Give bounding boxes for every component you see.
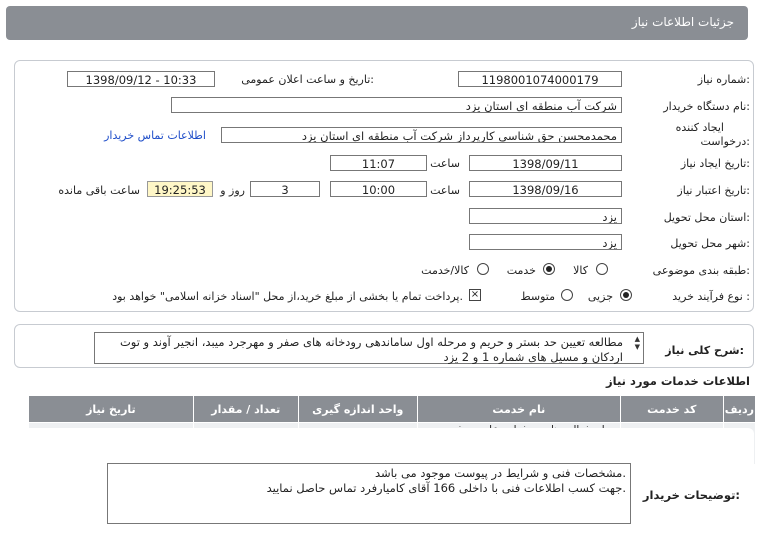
description-textarea[interactable] — [94, 332, 644, 364]
validity-date-label: تاریخ اعتبار نیاز: — [677, 184, 750, 197]
category-goods-service-radio[interactable] — [477, 263, 489, 275]
page-title-bar — [6, 6, 748, 40]
category-goods-label: کالا — [573, 264, 588, 277]
process-type-label: نوع فرآیند خرید : — [672, 290, 750, 303]
requester-label-1: ایجاد کننده — [675, 121, 724, 134]
created-date-field: 1398/09/11 — [469, 155, 622, 171]
remaining-time-field: 19:25:53 — [147, 181, 213, 197]
requester-label-2: درخواست: — [700, 135, 750, 148]
treasury-payment-note: پرداخت تمام یا بخشی از مبلغ خرید،از محل "اسناد خزانه اسلامی" خواهد بود. — [112, 290, 463, 303]
need-number-label: شماره نیاز: — [697, 73, 750, 86]
scroll-arrows-icon[interactable]: ▲ ▼ — [634, 335, 640, 351]
process-medium-radio[interactable] — [561, 289, 573, 301]
process-partial-label: جزیی — [587, 290, 613, 303]
province-label: استان محل تحویل: — [663, 211, 750, 224]
buyer-org-field: شرکت آب منطقه ای استان یزد — [171, 97, 622, 113]
col-code-header: کد خدمت — [620, 396, 723, 423]
validity-time-field: 10:00 — [330, 181, 427, 197]
province-field: یزد — [469, 208, 622, 224]
treasury-payment-checkbox[interactable]: × — [470, 289, 480, 300]
col-qty-header: تعداد / مقدار — [193, 396, 298, 423]
city-label: شهر محل تحویل: — [670, 237, 750, 250]
description-label: شرح کلی نیاز: — [665, 344, 744, 357]
col-date-header: تاریخ نیاز — [29, 396, 194, 423]
buyer-notes-line-1: مشخصات فنی و شرایط در پیوست موجود می باشد. — [374, 466, 626, 480]
buyer-notes-line-2: جهت کسب اطلاعات فنی با داخلی 166 آقای کامیارفرد تماس حاصل نمایید. — [266, 481, 626, 495]
col-unit-header: واحد اندازه گیری — [298, 396, 417, 423]
process-partial-radio[interactable] — [620, 289, 632, 301]
announce-date-label: تاریخ و ساعت اعلان عمومی: — [241, 73, 374, 86]
announce-date-field: 1398/09/12 - 10:33 — [67, 71, 215, 87]
buyer-contact-link[interactable]: اطلاعات تماس خریدار — [104, 129, 206, 142]
city-field: یزد — [469, 234, 622, 250]
process-medium-label: متوسط — [520, 290, 555, 303]
page-title: جزئیات اطلاعات نیاز — [631, 15, 734, 29]
created-date-label: تاریخ ایجاد نیاز: — [680, 157, 750, 170]
buyer-notes-label: توضیحات خریدار: — [642, 488, 740, 502]
services-heading: اطلاعات خدمات مورد نیاز — [606, 374, 750, 388]
validity-date-field: 1398/09/16 — [469, 181, 622, 197]
table-header-row — [29, 396, 756, 423]
remaining-days-label: روز و — [220, 184, 245, 197]
validity-time-label: ساعت — [430, 184, 460, 197]
remaining-time-label: ساعت باقی مانده — [58, 184, 140, 197]
category-service-radio[interactable] — [543, 263, 555, 275]
remaining-days-field: 3 — [250, 181, 320, 197]
need-number-field: 1198001074000179 — [458, 71, 622, 87]
requester-field: محمدمحسن حق شناسی کارپرداز شرکت آب منطقه ای استان یزد — [221, 127, 622, 143]
created-time-field: 11:07 — [330, 155, 427, 171]
category-goods-radio[interactable] — [596, 263, 608, 275]
category-goods-service-label: کالا/خدمت — [421, 264, 469, 277]
buyer-org-label: نام دستگاه خریدار: — [663, 100, 750, 113]
category-label: طبقه بندی موضوعی: — [652, 264, 750, 277]
category-service-label: خدمت — [506, 264, 536, 277]
col-row-header: ردیف — [723, 396, 755, 423]
description-line-1: مطالعه تعیین حد بستر و حریم و مرحله اول ساماندهی رودخانه های صفر و مهرجرد میبد، انجیر آوند و توت — [119, 335, 623, 349]
created-time-label: ساعت — [430, 157, 460, 170]
buyer-notes-box[interactable] — [107, 463, 631, 524]
col-name-header: نام خدمت — [417, 396, 620, 423]
description-line-2: اردکان و مسیل های شماره 1 و 2 یزد — [443, 350, 623, 364]
